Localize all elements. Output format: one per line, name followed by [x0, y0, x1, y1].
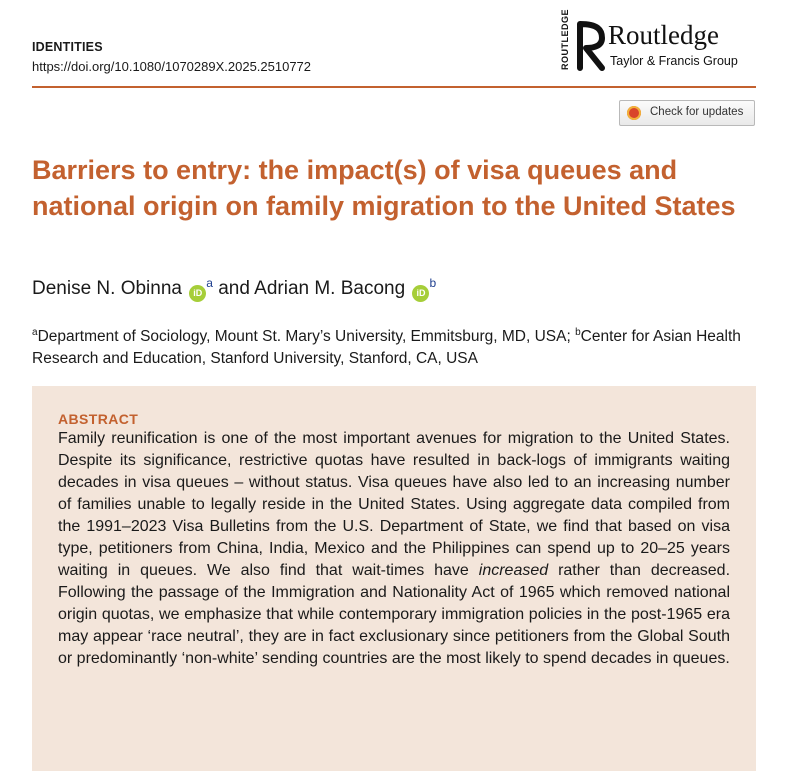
article-title: Barriers to entry: the impact(s) of visa queues and national origin on family migration to the United States: [32, 155, 736, 221]
publisher-logo[interactable]: [560, 8, 760, 78]
affiliation-mark: b: [575, 327, 581, 338]
author-joiner: and: [218, 278, 250, 299]
abstract-text-part: rather than decreased. Following the passage of the Immigration and Nationality Act of 1965 which removed national origin quotas, we emphasize that while contemporary immigration policies in the post-1965 era may appear ‘race neutral’, they are in fact exclusionary since petitioners from the Global South or predominantly ‘non-white’ sending countries are the most likely to spend decades in queues.: [58, 562, 731, 667]
abstract-text-part: Family reunification is one of the most important avenues for migration to the United States. Despite its significance, restrictive quotas have resulted in back-logs of immigrants waiting decades in visa queues – without status. Visa queues have also led to an increasing number of families unable to legally reside in the United States. Using aggregate data compiled from the 1991–2023 Visa Bulletins from the U.S. Department of State, we find that based on visa type, petitioners from China, India, Mexico and the Philippines can spend up to 20–25 years waiting in queues. We also find that wait-times have: [58, 430, 730, 579]
affiliation-text: Center for Asian Health Research and Education, Stanford University, Stanford, CA, USA: [32, 328, 741, 368]
affiliations: [32, 322, 756, 370]
crossmark-icon: [627, 106, 641, 120]
publisher-spine-text: ROUTLEDGE: [560, 8, 570, 70]
abstract-heading: ABSTRACT: [58, 411, 139, 427]
abstract-box: [32, 386, 756, 771]
orcid-icon[interactable]: iD: [412, 285, 429, 302]
header-divider: [32, 86, 756, 88]
abstract-emphasis: increased: [478, 562, 549, 579]
routledge-icon: [574, 20, 606, 72]
doi-link[interactable]: https://doi.org/10.1080/1070289X.2025.2510772: [32, 59, 312, 74]
orcid-icon[interactable]: iD: [189, 285, 206, 302]
author-list: [32, 276, 436, 302]
abstract-text: [58, 428, 730, 670]
journal-name: IDENTITIES: [32, 40, 103, 54]
author-name[interactable]: Denise N. Obinna: [32, 278, 182, 299]
publisher-group: Taylor & Francis Group: [610, 54, 738, 68]
publisher-name: Routledge: [608, 20, 719, 50]
journal-header: [32, 38, 311, 76]
author-name[interactable]: Adrian M. Bacong: [254, 278, 406, 299]
check-for-updates-button[interactable]: [619, 100, 755, 126]
affiliation-mark: a: [32, 327, 38, 338]
affiliation-text: Department of Sociology, Mount St. Mary’s University, Emmitsburg, MD, USA;: [37, 328, 571, 346]
check-for-updates-label: Check for updates: [650, 106, 744, 118]
affiliation-mark: a: [206, 276, 213, 290]
affiliation-mark: b: [429, 276, 437, 290]
